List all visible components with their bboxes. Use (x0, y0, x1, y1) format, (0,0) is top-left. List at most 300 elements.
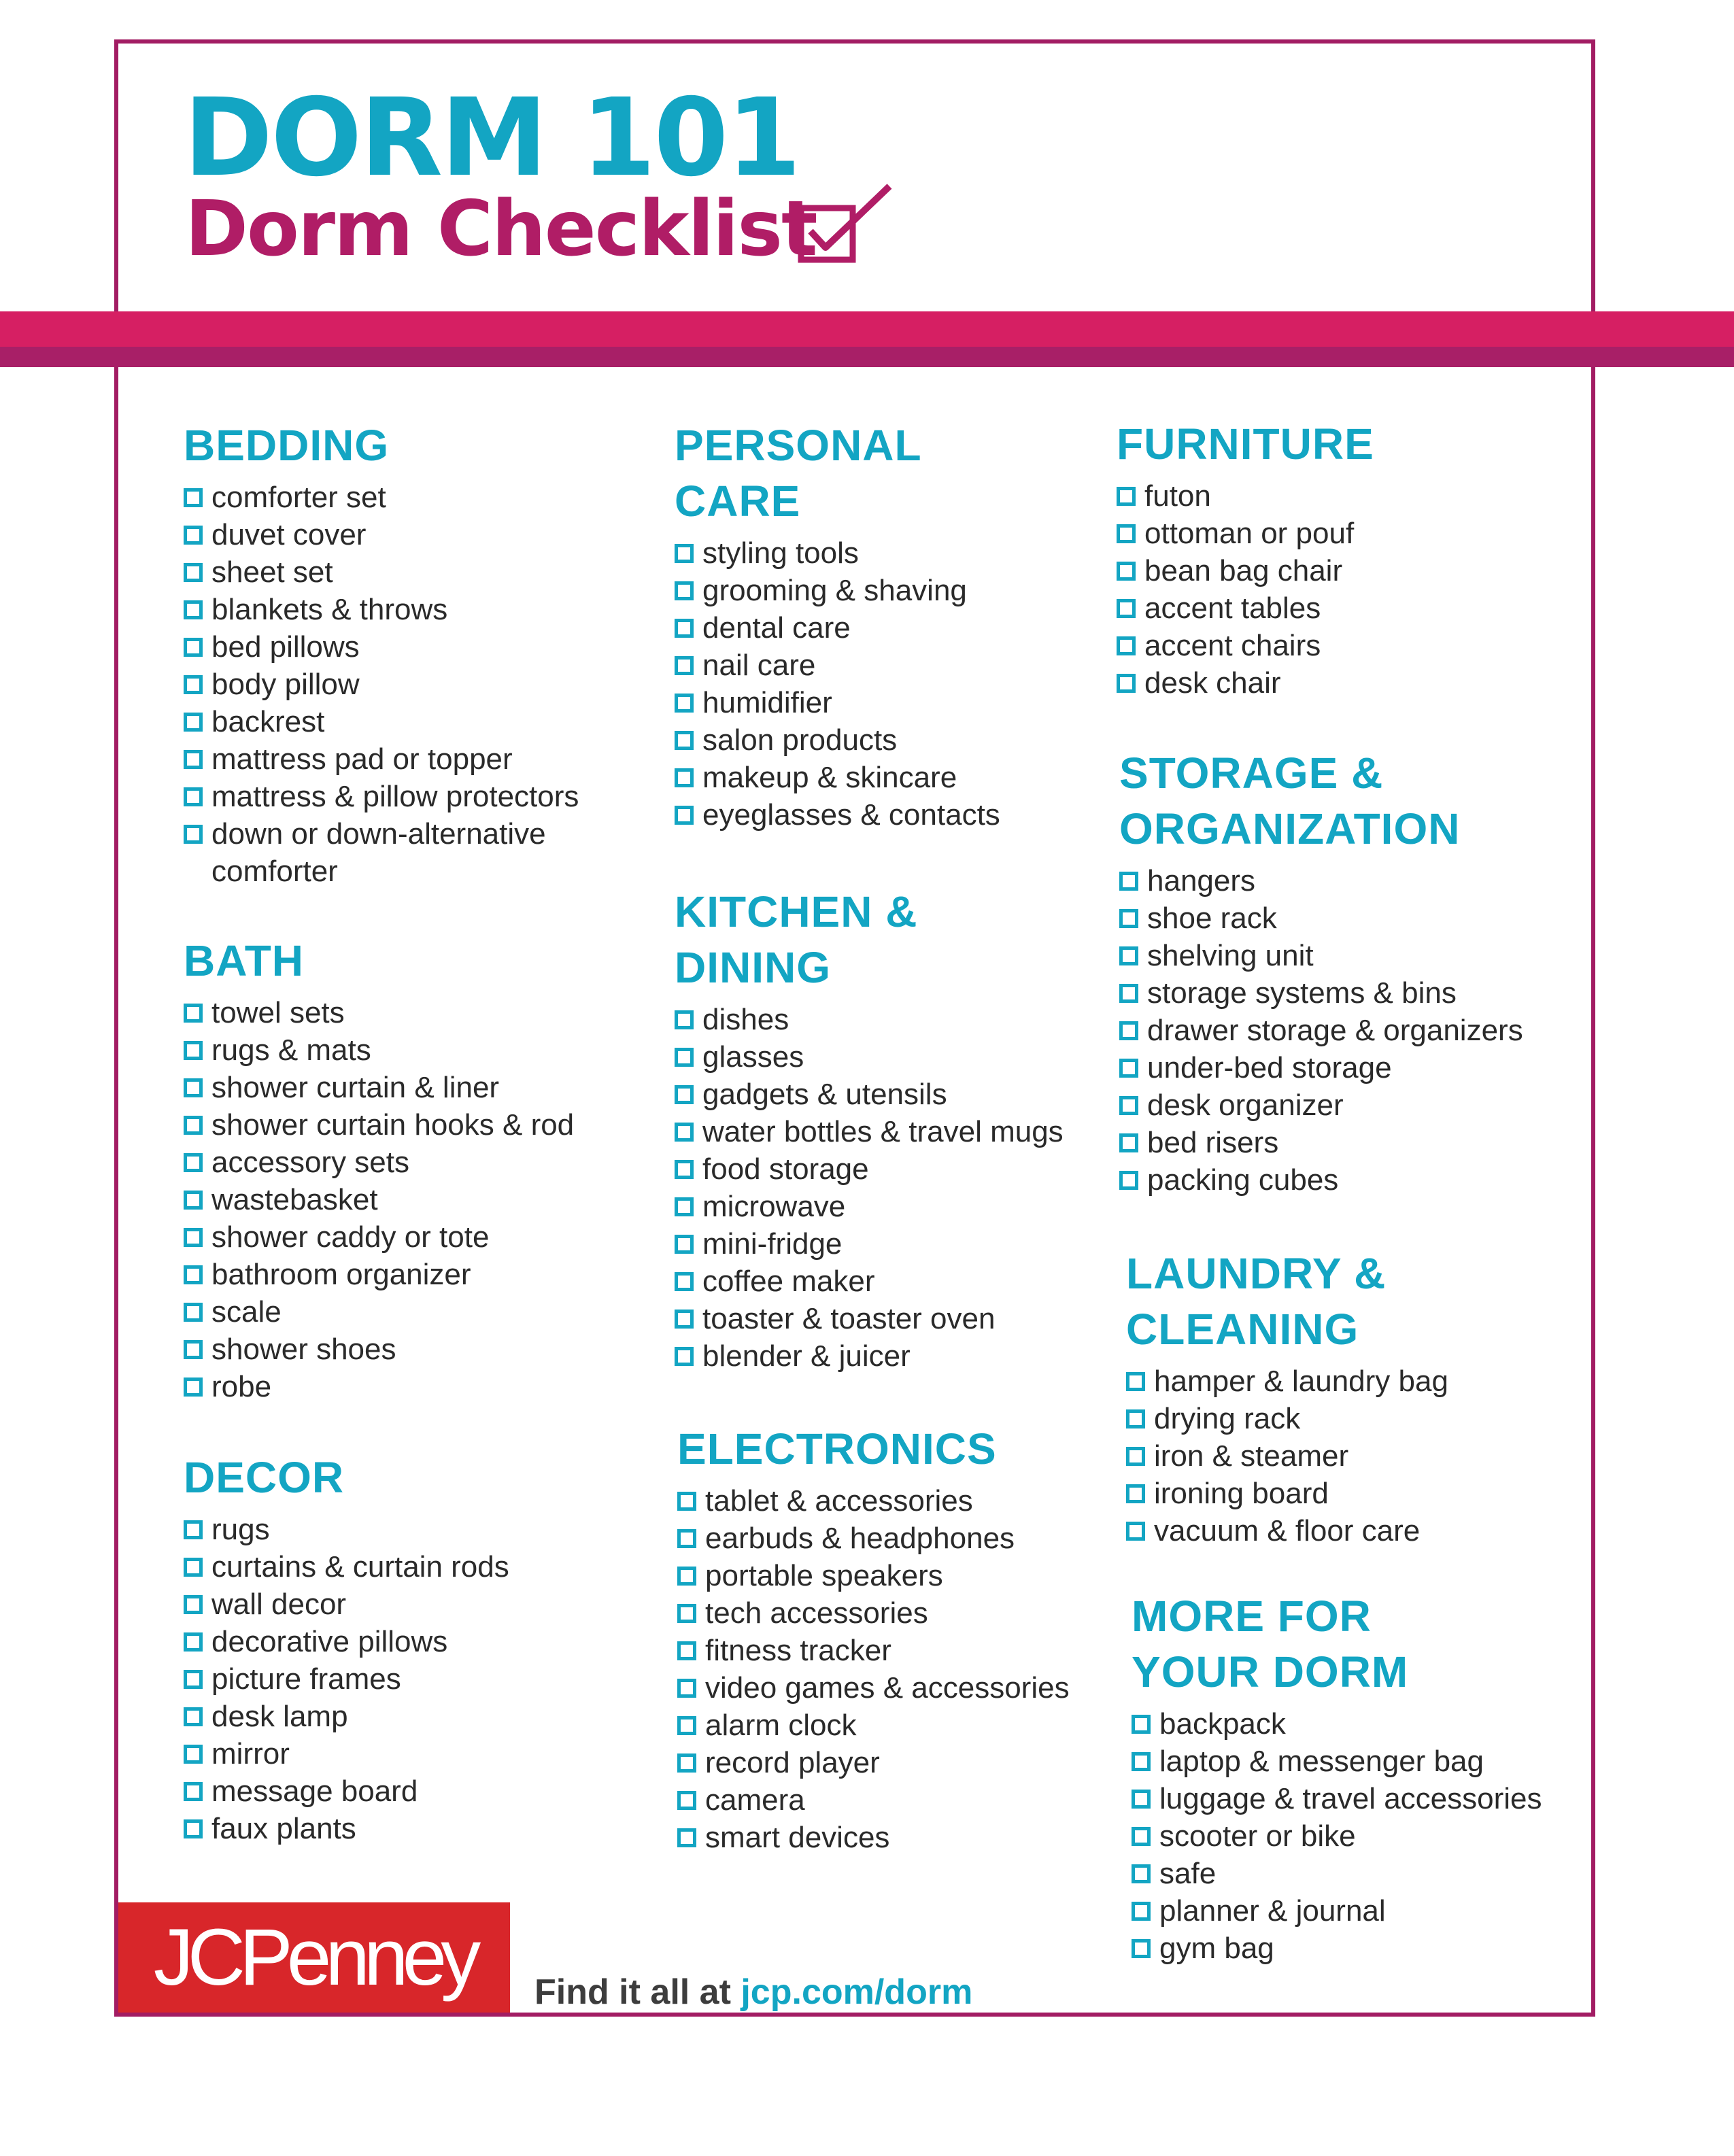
checklist-item (1132, 1743, 1542, 1780)
checklist-item (675, 1300, 1064, 1337)
section-title (675, 417, 1000, 529)
checklist-item-label: blankets & throws (211, 593, 448, 626)
checklist (184, 994, 574, 1405)
checkbox[interactable] (184, 1340, 203, 1359)
checklist (184, 1511, 509, 1847)
checklist-item (184, 1773, 509, 1810)
checkbox[interactable] (675, 1197, 694, 1216)
checkbox[interactable] (1126, 1372, 1145, 1391)
checklist-item (184, 1623, 509, 1660)
checkbox[interactable] (184, 825, 203, 844)
checkbox[interactable] (1132, 1827, 1151, 1846)
checklist-item-label: accessory sets (211, 1146, 409, 1179)
checklist-item (1117, 627, 1374, 664)
checkbox[interactable] (1119, 1059, 1138, 1078)
checkbox[interactable] (675, 694, 694, 713)
checklist-item (184, 740, 606, 778)
checklist (675, 1001, 1064, 1375)
checklist-item-label: bean bag chair (1144, 554, 1343, 587)
checkbox[interactable] (675, 581, 694, 600)
checklist-item (184, 1511, 509, 1548)
checklist-item (677, 1482, 1070, 1520)
checklist-item-label: scale (211, 1295, 282, 1329)
checklist-item (675, 1337, 1064, 1375)
checklist-item-label: body pillow (211, 668, 360, 701)
checklist-item (1132, 1705, 1542, 1743)
checklist-item (675, 1076, 1064, 1113)
checklist-item-label: gym bag (1159, 1932, 1274, 1965)
checkbox[interactable] (1126, 1409, 1145, 1428)
page-subtitle: Dorm Checklist (185, 185, 817, 273)
checkbox[interactable] (184, 1520, 203, 1539)
section-title: DECOR (184, 1453, 345, 1502)
checklist-item-label: luggage & travel accessories (1159, 1782, 1542, 1815)
checklist-item (184, 479, 606, 516)
checkbox[interactable] (677, 1604, 696, 1623)
checklist-item (184, 591, 606, 628)
checklist-item-label: mattress & pillow protectors (211, 780, 579, 813)
checklist-item (1119, 1049, 1523, 1086)
checklist-item (184, 778, 606, 815)
checklist-item (677, 1632, 1070, 1669)
checklist-item (184, 1218, 574, 1256)
checklist-item (184, 628, 606, 666)
checkbox[interactable] (677, 1828, 696, 1847)
checkbox[interactable] (675, 1160, 694, 1179)
checklist-item-label: decorative pillows (211, 1625, 448, 1658)
checklist-item-label: bed pillows (211, 630, 360, 664)
checklist-item-label: hamper & laundry bag (1154, 1365, 1448, 1398)
checklist-item-label: blender & juicer (702, 1339, 911, 1373)
checkbox[interactable] (1132, 1939, 1151, 1958)
checkbox[interactable] (675, 806, 694, 825)
checklist-item-label: under-bed storage (1147, 1051, 1392, 1084)
checklist-item (677, 1594, 1070, 1632)
checklist-item-label: earbuds & headphones (705, 1522, 1015, 1555)
checkbox[interactable] (1117, 599, 1136, 618)
checklist-item-label: accent chairs (1144, 629, 1321, 662)
checklist-item-label: laptop & messenger bag (1159, 1745, 1484, 1778)
section-electronics (677, 1421, 1070, 1856)
checklist-item-label: wall decor (211, 1588, 347, 1621)
checklist-item-label: bed risers (1147, 1126, 1279, 1159)
section-title: ELECTRONICS (677, 1424, 997, 1473)
section-title-line: STORAGE & (1119, 749, 1384, 798)
checkbox[interactable] (184, 1116, 203, 1135)
checkbox[interactable] (1126, 1522, 1145, 1541)
checklist-item (1132, 1892, 1542, 1930)
checkbox[interactable] (184, 1745, 203, 1764)
header-band (0, 311, 1734, 347)
checklist-item (184, 1810, 509, 1847)
checklist-item-label: humidifier (702, 686, 832, 719)
checkbox[interactable] (1119, 909, 1138, 928)
checklist-item (1117, 552, 1374, 589)
checklist-item (675, 1263, 1064, 1300)
checklist-item (1132, 1780, 1542, 1817)
checklist-item-label: eyeglasses & contacts (702, 798, 1000, 832)
checkbox[interactable] (184, 1670, 203, 1689)
checklist-item (677, 1819, 1070, 1856)
checkbox[interactable] (184, 1558, 203, 1577)
checklist-item (1117, 664, 1374, 702)
checklist-item-label: hangers (1147, 864, 1256, 897)
checklist-item-label: nail care (702, 649, 816, 682)
checklist-item (184, 703, 606, 740)
page-title: DORM 101 (184, 75, 800, 201)
checklist-item-label: planner & journal (1159, 1894, 1386, 1928)
checklist-item (1132, 1817, 1542, 1855)
section-title (1126, 1246, 1448, 1357)
checklist-item (1119, 862, 1523, 900)
checklist-item (184, 1106, 574, 1144)
checklist-item-label: makeup & skincare (702, 761, 957, 794)
checklist-item-label: towel sets (211, 996, 345, 1029)
checklist-item-label: desk organizer (1147, 1089, 1344, 1122)
checkbox[interactable] (184, 1707, 203, 1726)
checklist-item (184, 1144, 574, 1181)
checkbox[interactable] (675, 1010, 694, 1029)
checklist-item (1119, 1161, 1523, 1199)
checkbox[interactable] (677, 1679, 696, 1698)
section-title-line: ORGANIZATION (1119, 804, 1461, 853)
checklist (677, 1482, 1070, 1856)
checklist-item (677, 1744, 1070, 1781)
checkbox[interactable] (184, 1819, 203, 1838)
checklist-item (677, 1781, 1070, 1819)
checklist-item-label: salon products (702, 723, 898, 757)
section-title: BEDDING (184, 421, 390, 470)
checkbox[interactable] (1132, 1790, 1151, 1809)
checklist-item-label: shower curtain hooks & rod (211, 1108, 575, 1142)
checkbox[interactable] (677, 1641, 696, 1660)
checkbox[interactable] (184, 1595, 203, 1614)
checklist-item-label: fitness tracker (705, 1634, 891, 1667)
checklist-item (675, 1150, 1064, 1188)
checklist-item (184, 1031, 574, 1069)
checklist-item (184, 1548, 509, 1586)
checklist-item (184, 815, 606, 890)
checklist-item (184, 1660, 509, 1698)
checkbox[interactable] (1119, 984, 1138, 1003)
checklist-item-label: backpack (1159, 1707, 1286, 1741)
checklist-item (675, 1225, 1064, 1263)
checklist (675, 534, 1000, 834)
checklist-item-label: rugs (211, 1513, 270, 1546)
checklist-item (184, 994, 574, 1031)
checklist-item-label: shelving unit (1147, 939, 1314, 972)
checklist-item (675, 721, 1000, 759)
checkbox[interactable] (1132, 1752, 1151, 1771)
checkbox[interactable] (1117, 487, 1136, 506)
checklist-item-label: food storage (702, 1152, 869, 1186)
footer-tagline-text: Find it all at (534, 1972, 731, 2012)
checklist-item-label: accent tables (1144, 592, 1321, 625)
logo-text: JCPenney (153, 1913, 475, 2002)
checkbox[interactable] (184, 1004, 203, 1023)
checkbox[interactable] (1132, 1864, 1151, 1883)
checklist-item-label: record player (705, 1746, 880, 1779)
checklist-item-label: alarm clock (705, 1709, 857, 1742)
section-title (675, 884, 1064, 995)
checklist-item-label: ottoman or pouf (1144, 517, 1355, 550)
checklist-item-label: gadgets & utensils (702, 1078, 947, 1111)
checklist-item (184, 1586, 509, 1623)
checklist-item-label: picture frames (211, 1662, 401, 1696)
checklist-item-label: duvet cover (211, 518, 367, 551)
checklist-item-label: curtains & curtain rods (211, 1550, 509, 1584)
checkbox[interactable] (675, 1310, 694, 1329)
checklist-item-label: tech accessories (705, 1596, 928, 1630)
checklist-item (184, 1256, 574, 1293)
checkbox[interactable] (184, 1153, 203, 1172)
checklist-item (675, 1038, 1064, 1076)
checkbox[interactable] (675, 619, 694, 638)
section-title-line: CLEANING (1126, 1305, 1359, 1354)
section-more-for-your-dorm (1132, 1588, 1542, 1967)
checklist-item (184, 1331, 574, 1368)
checkbox[interactable] (1132, 1902, 1151, 1921)
checklist-item-label: storage systems & bins (1147, 976, 1457, 1010)
checkbox[interactable] (675, 1048, 694, 1067)
checkbox[interactable] (184, 787, 203, 806)
checklist (1119, 862, 1523, 1199)
checklist-item (675, 684, 1000, 721)
checklist-item (675, 1001, 1064, 1038)
checkbox[interactable] (1117, 636, 1136, 655)
checkbox[interactable] (677, 1791, 696, 1810)
checklist-item-label: video games & accessories (705, 1671, 1070, 1705)
checklist-item-label: coffee maker (702, 1265, 875, 1298)
section-kitchen-dining (675, 884, 1064, 1375)
checklist-item (1126, 1437, 1448, 1475)
checklist-item-label: safe (1159, 1857, 1217, 1890)
checklist-item (675, 1188, 1064, 1225)
checklist-item-label: toaster & toaster oven (702, 1302, 996, 1335)
checklist-item (675, 609, 1000, 647)
checkbox[interactable] (675, 1085, 694, 1104)
checkbox[interactable] (675, 1123, 694, 1142)
checklist-item-label: mattress pad or topper (211, 742, 513, 776)
checklist-item-label: rugs & mats (211, 1033, 371, 1067)
checklist-item-label: shoe rack (1147, 902, 1277, 935)
checkbox[interactable] (677, 1753, 696, 1773)
checkbox[interactable] (184, 563, 203, 582)
checklist-item-label: drying rack (1154, 1402, 1301, 1435)
checkbox-check-icon (796, 177, 898, 265)
checklist-item-label: microwave (702, 1190, 846, 1223)
checkbox[interactable] (184, 1078, 203, 1097)
checkbox[interactable] (1119, 872, 1138, 891)
checklist-item (675, 534, 1000, 572)
checklist-item-label: shower curtain & liner (211, 1071, 500, 1104)
checklist-item (677, 1669, 1070, 1707)
checkbox[interactable] (1119, 946, 1138, 965)
checklist-item-label: tablet & accessories (705, 1484, 973, 1518)
checkbox[interactable] (184, 1632, 203, 1652)
checklist-item (184, 1181, 574, 1218)
section-title-line: PERSONAL (675, 421, 922, 470)
checklist-item-label: futon (1144, 479, 1211, 513)
checkbox[interactable] (675, 656, 694, 675)
checklist-item (1119, 974, 1523, 1012)
checkbox[interactable] (677, 1716, 696, 1735)
checkbox[interactable] (675, 768, 694, 787)
checklist-item-label: bathroom organizer (211, 1258, 471, 1291)
checklist-item (1119, 937, 1523, 974)
checkbox[interactable] (184, 713, 203, 732)
checkbox[interactable] (1132, 1715, 1151, 1734)
checklist-item-label: mirror (211, 1737, 290, 1770)
footer-tagline (534, 1970, 972, 2014)
checkbox[interactable] (1117, 562, 1136, 581)
checklist-item (184, 1069, 574, 1106)
checkbox[interactable] (184, 1228, 203, 1247)
checklist-item (184, 666, 606, 703)
checklist-item-label: ironing board (1154, 1477, 1329, 1510)
checklist-item (1119, 1124, 1523, 1161)
checklist-item (184, 516, 606, 553)
checklist-item (1126, 1512, 1448, 1550)
checkbox[interactable] (184, 1191, 203, 1210)
section-title (1119, 745, 1523, 857)
checklist-item-label: wastebasket (211, 1183, 378, 1216)
checkbox[interactable] (1126, 1484, 1145, 1503)
checkbox[interactable] (675, 1347, 694, 1366)
checklist-item (675, 572, 1000, 609)
section-title-line: DINING (675, 943, 831, 992)
checklist-item-label: glasses (702, 1040, 804, 1074)
header-band-shadow (0, 347, 1734, 367)
checklist (1126, 1363, 1448, 1550)
section-title (1132, 1588, 1542, 1700)
checkbox[interactable] (184, 1782, 203, 1801)
checklist-item (1126, 1363, 1448, 1400)
checklist-item (1117, 589, 1374, 627)
checklist-item-label: comforter set (211, 481, 386, 514)
checkbox[interactable] (184, 1378, 203, 1397)
checkbox[interactable] (1119, 1133, 1138, 1152)
checklist-item (1119, 1012, 1523, 1049)
checklist-item-label: desk chair (1144, 666, 1281, 700)
section-laundry-cleaning (1126, 1246, 1448, 1550)
checkbox[interactable] (184, 1303, 203, 1322)
jcpenney-logo[interactable] (118, 1902, 510, 2013)
checklist-item-label: down or down-alternative comforter (211, 817, 546, 888)
checklist-item-label: camera (705, 1783, 805, 1817)
checkbox[interactable] (677, 1529, 696, 1548)
checklist (184, 479, 606, 890)
checklist-item (184, 1698, 509, 1735)
checkbox[interactable] (184, 675, 203, 694)
checklist-item-label: vacuum & floor care (1154, 1514, 1421, 1547)
checklist-item-label: backrest (211, 705, 325, 738)
checklist-item-label: styling tools (702, 536, 859, 570)
checkbox[interactable] (184, 488, 203, 507)
section-title-line: LAUNDRY & (1126, 1249, 1387, 1298)
checklist-item (1117, 477, 1374, 515)
checklist-item-label: dental care (702, 611, 851, 645)
checkbox[interactable] (184, 526, 203, 545)
checklist-item-label: drawer storage & organizers (1147, 1014, 1523, 1047)
checklist-item-label: desk lamp (211, 1700, 348, 1733)
checklist-item (184, 1293, 574, 1331)
checklist-item (675, 759, 1000, 796)
checklist-item-label: grooming & shaving (702, 574, 967, 607)
checklist-item-label: shower shoes (211, 1333, 396, 1366)
checklist-item-label: water bottles & travel mugs (702, 1115, 1064, 1148)
checklist-item-label: smart devices (705, 1821, 890, 1854)
checklist-item (184, 1735, 509, 1773)
checklist-item (677, 1520, 1070, 1557)
checklist-item (184, 553, 606, 591)
checklist-item (675, 796, 1000, 834)
checkbox[interactable] (184, 638, 203, 657)
checklist-item-label: packing cubes (1147, 1163, 1339, 1197)
checklist-item-label: mini-fridge (702, 1227, 843, 1261)
section-title-line: CARE (675, 477, 801, 526)
checkbox[interactable] (184, 1265, 203, 1284)
checklist-item (1126, 1475, 1448, 1512)
section-storage-organization (1119, 745, 1523, 1199)
checklist-item-label: scooter or bike (1159, 1819, 1356, 1853)
checklist-item-label: dishes (702, 1003, 789, 1036)
section-personal-care (675, 417, 1000, 834)
checkbox[interactable] (1119, 1171, 1138, 1190)
checkbox[interactable] (1117, 674, 1136, 693)
checklist-item (1119, 900, 1523, 937)
checkbox[interactable] (1119, 1096, 1138, 1115)
checklist-item (1132, 1855, 1542, 1892)
checkbox[interactable] (675, 1272, 694, 1291)
checklist-item-label: message board (211, 1775, 418, 1808)
checkbox[interactable] (184, 750, 203, 769)
section-title-line: YOUR DORM (1132, 1647, 1409, 1696)
checklist-item-label: iron & steamer (1154, 1439, 1349, 1473)
checklist-item-label: sheet set (211, 555, 333, 589)
checkbox[interactable] (184, 600, 203, 619)
checkbox[interactable] (675, 1235, 694, 1254)
section-title-line: KITCHEN & (675, 887, 918, 936)
section-title: BATH (184, 936, 304, 985)
checklist-item (1126, 1400, 1448, 1437)
checkbox[interactable] (1117, 524, 1136, 543)
checklist-item (677, 1707, 1070, 1744)
checkbox[interactable] (1119, 1021, 1138, 1040)
checklist-item (675, 1113, 1064, 1150)
section-bedding (184, 417, 606, 890)
checklist-item-label: robe (211, 1370, 272, 1403)
checkbox[interactable] (677, 1567, 696, 1586)
checklist-item-label: portable speakers (705, 1559, 943, 1592)
checklist-item (184, 1368, 574, 1405)
section-title: FURNITURE (1117, 420, 1374, 468)
section-title-line: MORE FOR (1132, 1592, 1372, 1641)
footer-url-link[interactable]: jcp.com/dorm (741, 1972, 973, 2012)
checkbox[interactable] (675, 544, 694, 563)
checklist (1132, 1705, 1542, 1967)
section-decor (184, 1450, 509, 1847)
section-bath (184, 933, 574, 1405)
checkbox[interactable] (677, 1492, 696, 1511)
checkbox[interactable] (184, 1041, 203, 1060)
checklist-item-label: shower caddy or tote (211, 1220, 490, 1254)
checkbox[interactable] (1126, 1447, 1145, 1466)
checklist-item-label: faux plants (211, 1812, 356, 1845)
checklist-item (675, 647, 1000, 684)
checklist-item (677, 1557, 1070, 1594)
checkbox[interactable] (675, 731, 694, 750)
